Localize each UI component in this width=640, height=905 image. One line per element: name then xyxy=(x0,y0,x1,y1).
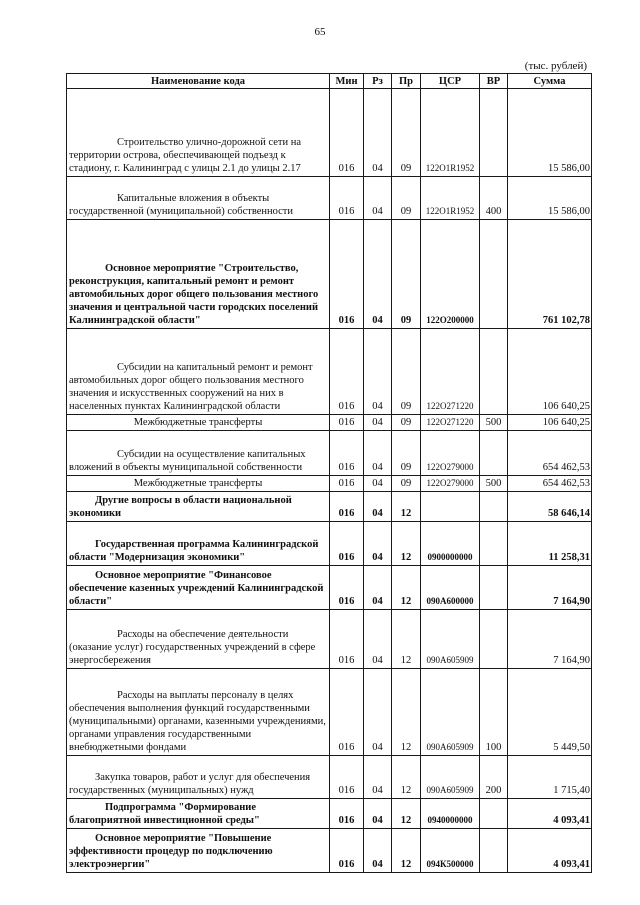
row-sum: 654 462,53 xyxy=(508,476,592,492)
row-sum: 4 093,41 xyxy=(508,799,592,829)
table-row xyxy=(67,220,592,329)
header-pr: Пр xyxy=(392,74,421,89)
header-name: Наименование кода xyxy=(67,74,330,89)
row-min: 016 xyxy=(330,799,364,829)
row-min: 016 xyxy=(330,610,364,669)
table-row xyxy=(67,177,592,220)
row-pr: 12 xyxy=(392,610,421,669)
row-min: 016 xyxy=(330,415,364,431)
row-vr xyxy=(480,329,508,415)
row-vr xyxy=(480,610,508,669)
row-vr xyxy=(480,492,508,522)
row-csr: 094К500000 xyxy=(421,829,480,873)
row-vr xyxy=(480,89,508,177)
table-row xyxy=(67,610,592,669)
row-rz: 04 xyxy=(364,220,392,329)
row-rz: 04 xyxy=(364,431,392,476)
row-sum: 1 715,40 xyxy=(508,756,592,799)
row-min: 016 xyxy=(330,669,364,756)
row-sum: 761 102,78 xyxy=(508,220,592,329)
row-vr: 400 xyxy=(480,177,508,220)
row-pr: 12 xyxy=(392,522,421,566)
row-min: 016 xyxy=(330,89,364,177)
row-vr: 200 xyxy=(480,756,508,799)
header-sum: Сумма xyxy=(508,74,592,89)
row-name: Расходы на обеспечение деятельности (оказание услуг) государственных учреждений в сфере энергосбережения xyxy=(67,610,330,669)
row-min: 016 xyxy=(330,566,364,610)
row-sum: 7 164,90 xyxy=(508,566,592,610)
row-name: Другие вопросы в области национальной экономики xyxy=(67,492,330,522)
row-vr xyxy=(480,431,508,476)
table-row xyxy=(67,522,592,566)
row-sum: 15 586,00 xyxy=(508,177,592,220)
row-sum: 106 640,25 xyxy=(508,329,592,415)
row-rz: 04 xyxy=(364,89,392,177)
row-pr: 12 xyxy=(392,566,421,610)
row-vr xyxy=(480,799,508,829)
row-sum: 4 093,41 xyxy=(508,829,592,873)
row-rz: 04 xyxy=(364,415,392,431)
units-label: (тыс. рублей) xyxy=(524,60,587,72)
row-min: 016 xyxy=(330,476,364,492)
row-name: Межбюджетные трансферты xyxy=(67,476,330,492)
row-pr: 12 xyxy=(392,829,421,873)
row-min: 016 xyxy=(330,177,364,220)
row-name: Субсидии на осуществление капитальных вложений в объекты муниципальной собственности xyxy=(67,431,330,476)
row-pr: 09 xyxy=(392,415,421,431)
row-vr: 500 xyxy=(480,415,508,431)
row-csr: 122O1R1952 xyxy=(421,177,480,220)
row-pr: 09 xyxy=(392,89,421,177)
row-sum: 58 646,14 xyxy=(508,492,592,522)
row-csr: 0900000000 xyxy=(421,522,480,566)
row-csr: 122O1R1952 xyxy=(421,89,480,177)
row-pr: 09 xyxy=(392,431,421,476)
row-sum: 7 164,90 xyxy=(508,610,592,669)
row-name: Межбюджетные трансферты xyxy=(67,415,330,431)
row-rz: 04 xyxy=(364,799,392,829)
row-rz: 04 xyxy=(364,829,392,873)
row-name: Государственная программа Калининградской области "Модернизация экономики" xyxy=(67,522,330,566)
header-csr: ЦСР xyxy=(421,74,480,89)
header-min: Мин xyxy=(330,74,364,89)
row-min: 016 xyxy=(330,329,364,415)
row-csr: 0940000000 xyxy=(421,799,480,829)
table-row xyxy=(67,89,592,177)
header-rz: Рз xyxy=(364,74,392,89)
row-name: Основное мероприятие "Повышение эффективности процедур по подключению электроэнергии" xyxy=(67,829,330,873)
row-sum: 654 462,53 xyxy=(508,431,592,476)
table-row xyxy=(67,476,592,492)
row-name: Основное мероприятие "Строительство, реконструкция, капитальный ремонт и ремонт автомобильных дорог общего пользования местного значения и центральной части городских поселений Калининградской области" xyxy=(67,220,330,329)
table-row xyxy=(67,492,592,522)
budget-table xyxy=(66,73,592,873)
row-rz: 04 xyxy=(364,492,392,522)
row-csr: 090А605909 xyxy=(421,669,480,756)
table-row xyxy=(67,431,592,476)
row-pr: 09 xyxy=(392,476,421,492)
row-min: 016 xyxy=(330,220,364,329)
row-rz: 04 xyxy=(364,522,392,566)
row-name: Строительство улично-дорожной сети на территории острова, обеспечивающей подъезд к стадиону, г. Калининград с улицы 2.1 до улицы 2.17 xyxy=(67,89,330,177)
row-csr: 122O271220 xyxy=(421,415,480,431)
row-min: 016 xyxy=(330,522,364,566)
row-sum: 5 449,50 xyxy=(508,669,592,756)
row-pr: 12 xyxy=(392,799,421,829)
row-name: Подпрограмма "Формирование благоприятной инвестиционной среды" xyxy=(67,799,330,829)
header-vr: ВР xyxy=(480,74,508,89)
row-pr: 12 xyxy=(392,492,421,522)
row-pr: 09 xyxy=(392,177,421,220)
row-vr: 100 xyxy=(480,669,508,756)
row-vr xyxy=(480,566,508,610)
table-row xyxy=(67,669,592,756)
table-row xyxy=(67,415,592,431)
table-row xyxy=(67,799,592,829)
table-row xyxy=(67,829,592,873)
row-rz: 04 xyxy=(364,566,392,610)
row-name: Капитальные вложения в объекты государственной (муниципальной) собственности xyxy=(67,177,330,220)
row-sum: 106 640,25 xyxy=(508,415,592,431)
row-pr: 12 xyxy=(392,756,421,799)
row-vr xyxy=(480,829,508,873)
row-sum: 15 586,00 xyxy=(508,89,592,177)
row-csr: 090А605909 xyxy=(421,610,480,669)
row-csr: 122O279000 xyxy=(421,476,480,492)
table-header xyxy=(67,74,592,89)
page-number: 65 xyxy=(314,26,326,38)
row-csr: 122O279000 xyxy=(421,431,480,476)
table-row xyxy=(67,756,592,799)
row-min: 016 xyxy=(330,756,364,799)
row-vr: 500 xyxy=(480,476,508,492)
table-row xyxy=(67,566,592,610)
row-name: Закупка товаров, работ и услуг для обеспечения государственных (муниципальных) нужд xyxy=(67,756,330,799)
row-name: Основное мероприятие "Финансовое обеспечение казенных учреждений Калининградской области" xyxy=(67,566,330,610)
row-pr: 09 xyxy=(392,220,421,329)
row-rz: 04 xyxy=(364,476,392,492)
row-name: Субсидии на капитальный ремонт и ремонт автомобильных дорог общего пользования местного значения и искусственных сооружений на них в населенных пунктах Калининградской области xyxy=(67,329,330,415)
row-min: 016 xyxy=(330,492,364,522)
row-rz: 04 xyxy=(364,756,392,799)
row-csr: 090А605909 xyxy=(421,756,480,799)
row-csr xyxy=(421,492,480,522)
row-csr: 122O200000 xyxy=(421,220,480,329)
row-min: 016 xyxy=(330,829,364,873)
row-sum: 11 258,31 xyxy=(508,522,592,566)
row-rz: 04 xyxy=(364,610,392,669)
row-rz: 04 xyxy=(364,669,392,756)
row-csr: 090А600000 xyxy=(421,566,480,610)
row-rz: 04 xyxy=(364,177,392,220)
table-row xyxy=(67,329,592,415)
row-vr xyxy=(480,522,508,566)
row-min: 016 xyxy=(330,431,364,476)
row-vr xyxy=(480,220,508,329)
row-name: Расходы на выплаты персоналу в целях обеспечения выполнения функций государственными (муниципальными) органами, казенными учреждениями, органами управления государственными внебюджетными фондами xyxy=(67,669,330,756)
row-pr: 09 xyxy=(392,329,421,415)
row-rz: 04 xyxy=(364,329,392,415)
row-csr: 122O271220 xyxy=(421,329,480,415)
row-pr: 12 xyxy=(392,669,421,756)
